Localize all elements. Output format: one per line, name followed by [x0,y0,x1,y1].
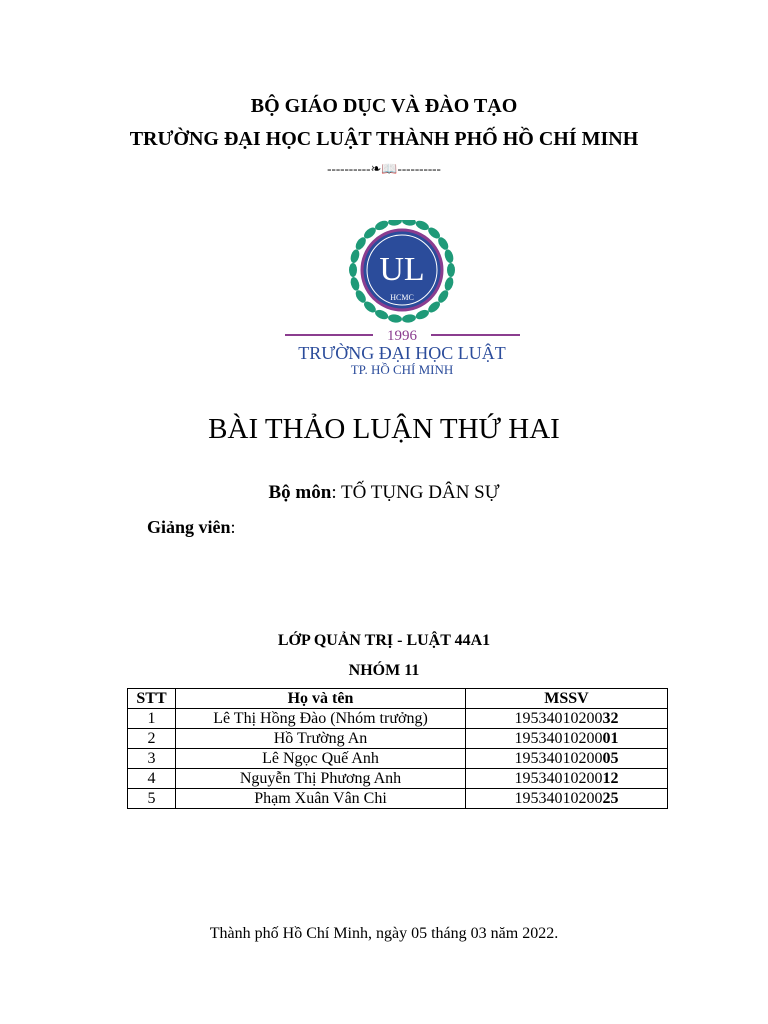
mssv-prefix: 19534010200 [514,710,603,727]
table-row [128,789,668,809]
mssv-suffix: 32 [602,710,619,727]
cell-stt: 2 [128,729,176,749]
mssv-suffix: 12 [602,770,619,787]
leaf-icon [349,276,361,292]
ministry-heading: BỘ GIÁO DỤC VÀ ĐÀO TẠO [250,95,518,117]
subject-label: Bộ môn [268,482,332,503]
header-name: Họ và tên [176,689,466,709]
university-logo [285,220,520,380]
cell-name: Phạm Xuân Vân Chi [176,789,466,809]
logo-name: TRƯỜNG ĐẠI HỌC LUẬT [298,343,506,363]
subject-line [0,482,768,504]
logo-city: HCMC [390,293,414,302]
table-row [128,729,668,749]
university-heading: TRƯỜNG ĐẠI HỌC LUẬT THÀNH PHỐ HỒ CHÍ MINH [129,128,639,150]
cell-name: Lê Thị Hồng Đào (Nhóm trưởng) [176,709,466,729]
cell-name: Nguyễn Thị Phương Anh [176,769,466,789]
leaf-icon [401,314,416,324]
mssv-prefix: 19534010200 [514,770,603,787]
leaf-icon [447,263,455,277]
cell-name: Lê Ngọc Quế Anh [176,749,466,769]
mssv-prefix: 19534010200 [514,790,603,807]
cell-stt: 1 [128,709,176,729]
mssv-suffix: 05 [602,750,619,767]
leaf-icon [414,220,430,232]
leaf-icon [374,308,390,321]
leaf-icon [349,263,357,277]
lecturer-colon: : [230,517,236,537]
cell-stt: 4 [128,769,176,789]
leaf-icon [443,276,455,292]
cell-stt: 5 [128,789,176,809]
cell-mssv [466,709,668,729]
lecturer-line [147,517,236,538]
leaf-icon [388,314,403,324]
ornament-divider: ----------❧📖---------- [327,161,441,176]
document-title: BÀI THẢO LUẬN THỨ HAI [208,413,560,445]
class-name: LỚP QUẢN TRỊ - LUẬT 44A1 [277,632,491,649]
mssv-prefix: 19534010200 [514,730,603,747]
cell-stt: 3 [128,749,176,769]
mssv-prefix: 19534010200 [514,750,603,767]
table-row [128,709,668,729]
table-header-row [128,689,668,709]
header-stt: STT [128,689,176,709]
leaf-icon [443,248,455,264]
logo-city-name: TP. HỒ CHÍ MINH [350,362,454,377]
header-mssv: MSSV [466,689,668,709]
date-footer: Thành phố Hồ Chí Minh, ngày 05 tháng 03 năm 2022. [209,925,559,942]
leaf-icon [388,220,403,226]
subject-value: : TỐ TỤNG DÂN SỰ [331,482,500,503]
leaf-icon [374,220,390,232]
logo-year: 1996 [387,328,417,344]
cell-mssv [466,789,668,809]
members-table [127,688,668,809]
cell-mssv [466,769,668,789]
logo-monogram: UL [379,251,425,288]
table-row [128,769,668,789]
table-row [128,749,668,769]
cell-name: Hồ Trường An [176,729,466,749]
cell-mssv [466,749,668,769]
group-name: NHÓM 11 [348,662,420,679]
leaf-icon [401,220,416,226]
leaf-icon [414,308,430,321]
mssv-suffix: 25 [602,790,619,807]
leaf-icon [349,248,361,264]
lecturer-label: Giảng viên [147,517,231,537]
mssv-suffix: 01 [602,730,619,747]
cell-mssv [466,729,668,749]
